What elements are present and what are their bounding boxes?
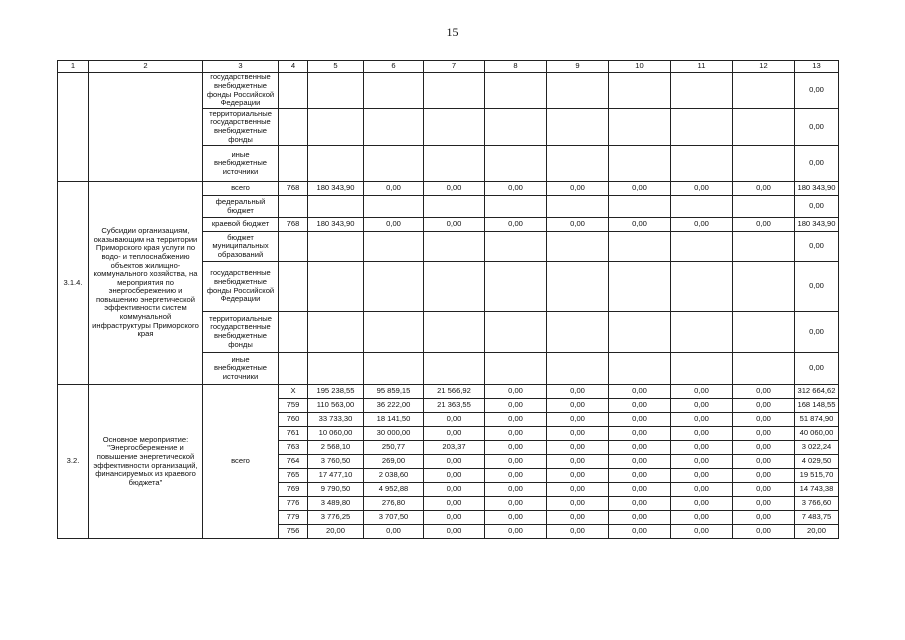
year-value-cell: 0,00	[609, 469, 671, 483]
funding-source-cell: территориальные государственные внебюджетные фонды	[203, 312, 279, 353]
year-value-cell: 0,00	[609, 525, 671, 539]
total-cell: 0,00	[795, 109, 839, 146]
year-value-cell	[547, 312, 609, 353]
empty-cell	[609, 109, 671, 146]
year-value-cell: 0,00	[424, 511, 485, 525]
column-header: 5	[308, 61, 364, 73]
year-value-cell: 0,00	[485, 511, 547, 525]
year-value-cell: 0,00	[671, 399, 733, 413]
year-value-cell: 0,00	[485, 399, 547, 413]
year-value-cell: 3 707,50	[364, 511, 424, 525]
year-value-cell: 0,00	[424, 413, 485, 427]
year-value-cell: 0,00	[733, 511, 795, 525]
year-value-cell	[609, 262, 671, 312]
item-name-cell	[89, 73, 203, 182]
funding-source-cell: иные внебюджетные источники	[203, 146, 279, 182]
total-cell: 51 874,90	[795, 413, 839, 427]
year-value-cell	[733, 262, 795, 312]
year-value-cell	[485, 353, 547, 385]
year-value-cell: 0,00	[424, 483, 485, 497]
funding-source-cell: федеральный бюджет	[203, 196, 279, 218]
grbs-code-cell: 760	[279, 413, 308, 427]
year-value-cell: 0,00	[671, 483, 733, 497]
year-value-cell	[364, 312, 424, 353]
year-value-cell: 0,00	[485, 385, 547, 399]
year-value-cell	[547, 353, 609, 385]
year-value-cell: 0,00	[485, 218, 547, 232]
empty-cell	[671, 109, 733, 146]
year-value-cell: 0,00	[733, 441, 795, 455]
year-value-cell	[424, 232, 485, 262]
year-value-cell	[485, 262, 547, 312]
year-value-cell	[308, 196, 364, 218]
year-value-cell: 0,00	[485, 525, 547, 539]
total-cell: 0,00	[795, 262, 839, 312]
year-value-cell	[733, 196, 795, 218]
year-value-cell	[609, 312, 671, 353]
empty-cell	[733, 73, 795, 109]
table-row	[58, 385, 839, 399]
year-value-cell: 0,00	[364, 525, 424, 539]
empty-cell	[547, 109, 609, 146]
year-value-cell	[671, 353, 733, 385]
total-cell: 3 766,60	[795, 497, 839, 511]
table-body	[58, 73, 839, 539]
total-cell: 3 022,24	[795, 441, 839, 455]
year-value-cell: 0,00	[424, 525, 485, 539]
funding-source-cell: всего	[203, 182, 279, 196]
year-value-cell	[733, 353, 795, 385]
table-row	[58, 182, 839, 196]
funding-source-cell: государственные внебюджетные фонды Российской Федерации	[203, 262, 279, 312]
budget-table	[57, 60, 839, 539]
year-value-cell	[733, 232, 795, 262]
item-name-cell: Основное мероприятие: "Энергосбережение и повышение энергетической эффективности организаций, финансируемых из краевого бюджета"	[89, 385, 203, 539]
funding-source-cell: государственные внебюджетные фонды Российской Федерации	[203, 73, 279, 109]
empty-cell	[308, 73, 364, 109]
year-value-cell: 0,00	[733, 182, 795, 196]
year-value-cell: 0,00	[671, 469, 733, 483]
column-number-row	[58, 61, 839, 73]
year-value-cell	[485, 232, 547, 262]
grbs-code-cell	[279, 232, 308, 262]
year-value-cell	[364, 353, 424, 385]
year-value-cell: 0,00	[609, 441, 671, 455]
empty-cell	[424, 109, 485, 146]
year-value-cell: 0,00	[485, 497, 547, 511]
total-cell: 180 343,90	[795, 218, 839, 232]
total-cell: 0,00	[795, 146, 839, 182]
year-value-cell: 0,00	[485, 413, 547, 427]
year-value-cell: 0,00	[671, 385, 733, 399]
empty-cell	[609, 146, 671, 182]
year-value-cell: 0,00	[547, 483, 609, 497]
total-cell: 0,00	[795, 353, 839, 385]
column-header: 11	[671, 61, 733, 73]
empty-cell	[547, 146, 609, 182]
total-cell: 7 483,75	[795, 511, 839, 525]
year-value-cell: 0,00	[547, 469, 609, 483]
year-value-cell	[364, 196, 424, 218]
empty-cell	[671, 73, 733, 109]
year-value-cell: 203,37	[424, 441, 485, 455]
grbs-code-cell: 759	[279, 399, 308, 413]
year-value-cell: 0,00	[733, 385, 795, 399]
year-value-cell: 0,00	[609, 497, 671, 511]
year-value-cell	[308, 312, 364, 353]
total-cell: 20,00	[795, 525, 839, 539]
column-header: 13	[795, 61, 839, 73]
grbs-code-cell	[279, 353, 308, 385]
year-value-cell: 0,00	[485, 441, 547, 455]
total-cell: 19 515,70	[795, 469, 839, 483]
year-value-cell: 9 790,50	[308, 483, 364, 497]
funding-source-cell: бюджет муниципальных образований	[203, 232, 279, 262]
column-header: 4	[279, 61, 308, 73]
year-value-cell: 17 477,10	[308, 469, 364, 483]
grbs-code-cell: 763	[279, 441, 308, 455]
empty-cell	[279, 109, 308, 146]
column-header: 6	[364, 61, 424, 73]
year-value-cell	[547, 196, 609, 218]
year-value-cell: 0,00	[547, 511, 609, 525]
year-value-cell: 0,00	[671, 218, 733, 232]
year-value-cell: 18 141,50	[364, 413, 424, 427]
year-value-cell: 36 222,00	[364, 399, 424, 413]
year-value-cell: 21 363,55	[424, 399, 485, 413]
year-value-cell	[671, 196, 733, 218]
total-cell: 0,00	[795, 196, 839, 218]
empty-cell	[485, 146, 547, 182]
funding-source-cell: краевой бюджет	[203, 218, 279, 232]
year-value-cell	[733, 312, 795, 353]
year-value-cell	[364, 232, 424, 262]
total-cell: 40 060,00	[795, 427, 839, 441]
year-value-cell: 0,00	[609, 483, 671, 497]
year-value-cell	[671, 232, 733, 262]
year-value-cell	[609, 232, 671, 262]
total-cell: 14 743,38	[795, 483, 839, 497]
year-value-cell: 3 760,50	[308, 455, 364, 469]
total-cell: 4 029,50	[795, 455, 839, 469]
item-name-cell: Субсидии организациям, оказывающим на территории Приморского края услуги по водо- и теплоснабжению объектов жилищно-коммунального хозяйства, на мероприятия по энергосбережению и повышению энергетической эффективности систем коммунальной инфраструктуры Приморского края	[89, 182, 203, 385]
year-value-cell: 0,00	[671, 182, 733, 196]
table-row	[58, 73, 839, 109]
year-value-cell: 195 238,55	[308, 385, 364, 399]
year-value-cell: 0,00	[485, 427, 547, 441]
year-value-cell: 0,00	[733, 469, 795, 483]
total-cell: 180 343,90	[795, 182, 839, 196]
year-value-cell: 2 038,60	[364, 469, 424, 483]
page-number: 15	[446, 25, 459, 39]
year-value-cell: 0,00	[547, 441, 609, 455]
year-value-cell: 10 060,00	[308, 427, 364, 441]
year-value-cell: 0,00	[671, 427, 733, 441]
empty-cell	[733, 146, 795, 182]
empty-cell	[671, 146, 733, 182]
year-value-cell	[364, 262, 424, 312]
year-value-cell: 0,00	[671, 455, 733, 469]
grbs-code-cell: 764	[279, 455, 308, 469]
year-value-cell: 0,00	[547, 399, 609, 413]
empty-cell	[424, 146, 485, 182]
year-value-cell: 3 776,25	[308, 511, 364, 525]
year-value-cell: 0,00	[671, 413, 733, 427]
year-value-cell: 0,00	[609, 455, 671, 469]
year-value-cell	[424, 312, 485, 353]
item-number-cell: 3.1.4.	[58, 182, 89, 385]
year-value-cell: 95 859,15	[364, 385, 424, 399]
year-value-cell: 110 563,00	[308, 399, 364, 413]
year-value-cell: 0,00	[609, 218, 671, 232]
grbs-code-cell: 776	[279, 497, 308, 511]
empty-cell	[485, 109, 547, 146]
year-value-cell: 0,00	[547, 413, 609, 427]
column-header: 2	[89, 61, 203, 73]
column-header: 1	[58, 61, 89, 73]
grbs-code-cell	[279, 312, 308, 353]
year-value-cell: 0,00	[671, 441, 733, 455]
year-value-cell: 0,00	[733, 427, 795, 441]
year-value-cell: 0,00	[547, 427, 609, 441]
year-value-cell	[308, 232, 364, 262]
total-cell: 168 148,55	[795, 399, 839, 413]
empty-cell	[547, 73, 609, 109]
year-value-cell	[609, 353, 671, 385]
year-value-cell	[671, 262, 733, 312]
year-value-cell	[609, 196, 671, 218]
total-cell: 0,00	[795, 312, 839, 353]
year-value-cell: 0,00	[547, 182, 609, 196]
year-value-cell: 0,00	[671, 497, 733, 511]
year-value-cell: 2 568,10	[308, 441, 364, 455]
year-value-cell: 0,00	[733, 455, 795, 469]
year-value-cell	[424, 196, 485, 218]
year-value-cell: 0,00	[547, 455, 609, 469]
column-header: 12	[733, 61, 795, 73]
year-value-cell: 4 952,88	[364, 483, 424, 497]
grbs-code-cell: X	[279, 385, 308, 399]
year-value-cell: 0,00	[364, 218, 424, 232]
column-header: 9	[547, 61, 609, 73]
year-value-cell: 33 733,30	[308, 413, 364, 427]
year-value-cell: 0,00	[609, 427, 671, 441]
empty-cell	[364, 109, 424, 146]
empty-cell	[364, 146, 424, 182]
year-value-cell: 0,00	[547, 385, 609, 399]
year-value-cell	[547, 262, 609, 312]
year-value-cell: 0,00	[424, 218, 485, 232]
empty-cell	[609, 73, 671, 109]
year-value-cell: 3 489,80	[308, 497, 364, 511]
year-value-cell	[485, 196, 547, 218]
total-cell: 312 664,62	[795, 385, 839, 399]
column-header: 3	[203, 61, 279, 73]
year-value-cell: 0,00	[485, 483, 547, 497]
grbs-code-cell: 761	[279, 427, 308, 441]
year-value-cell: 0,00	[547, 497, 609, 511]
empty-cell	[733, 109, 795, 146]
year-value-cell: 0,00	[733, 497, 795, 511]
year-value-cell: 180 343,90	[308, 182, 364, 196]
year-value-cell: 0,00	[671, 511, 733, 525]
year-value-cell: 20,00	[308, 525, 364, 539]
funding-source-cell: территориальные государственные внебюджетные фонды	[203, 109, 279, 146]
year-value-cell: 0,00	[671, 525, 733, 539]
column-header: 10	[609, 61, 671, 73]
year-value-cell	[308, 353, 364, 385]
year-value-cell: 0,00	[424, 427, 485, 441]
year-value-cell: 0,00	[733, 525, 795, 539]
year-value-cell: 0,00	[609, 511, 671, 525]
empty-cell	[424, 73, 485, 109]
grbs-code-cell: 769	[279, 483, 308, 497]
year-value-cell: 0,00	[424, 497, 485, 511]
item-number-cell	[58, 73, 89, 182]
grbs-code-cell	[279, 196, 308, 218]
year-value-cell: 0,00	[609, 413, 671, 427]
year-value-cell: 269,00	[364, 455, 424, 469]
year-value-cell	[424, 353, 485, 385]
grbs-code-cell: 768	[279, 182, 308, 196]
grbs-code-cell: 779	[279, 511, 308, 525]
year-value-cell	[308, 262, 364, 312]
grbs-code-cell: 765	[279, 469, 308, 483]
year-value-cell: 0,00	[485, 182, 547, 196]
empty-cell	[279, 146, 308, 182]
total-cell: 0,00	[795, 73, 839, 109]
year-value-cell	[424, 262, 485, 312]
year-value-cell: 30 000,00	[364, 427, 424, 441]
empty-cell	[364, 73, 424, 109]
year-value-cell: 180 343,90	[308, 218, 364, 232]
year-value-cell: 0,00	[424, 182, 485, 196]
year-value-cell: 0,00	[733, 399, 795, 413]
year-value-cell: 0,00	[733, 218, 795, 232]
year-value-cell: 0,00	[424, 455, 485, 469]
year-value-cell: 0,00	[609, 385, 671, 399]
item-number-cell: 3.2.	[58, 385, 89, 539]
year-value-cell: 0,00	[609, 399, 671, 413]
empty-cell	[485, 73, 547, 109]
year-value-cell: 21 566,92	[424, 385, 485, 399]
year-value-cell: 0,00	[733, 413, 795, 427]
grbs-code-cell: 756	[279, 525, 308, 539]
year-value-cell: 0,00	[485, 455, 547, 469]
year-value-cell	[671, 312, 733, 353]
year-value-cell: 276,80	[364, 497, 424, 511]
year-value-cell: 0,00	[424, 469, 485, 483]
year-value-cell: 0,00	[485, 469, 547, 483]
year-value-cell: 0,00	[733, 483, 795, 497]
year-value-cell	[485, 312, 547, 353]
column-header: 8	[485, 61, 547, 73]
grbs-code-cell: 768	[279, 218, 308, 232]
empty-cell	[308, 146, 364, 182]
total-cell: 0,00	[795, 232, 839, 262]
empty-cell	[308, 109, 364, 146]
column-header: 7	[424, 61, 485, 73]
year-value-cell	[547, 232, 609, 262]
grbs-code-cell	[279, 262, 308, 312]
funding-source-cell: иные внебюджетные источники	[203, 353, 279, 385]
year-value-cell: 0,00	[364, 182, 424, 196]
year-value-cell: 0,00	[609, 182, 671, 196]
year-value-cell: 0,00	[547, 218, 609, 232]
year-value-cell: 250,77	[364, 441, 424, 455]
funding-source-cell: всего	[203, 385, 279, 539]
year-value-cell: 0,00	[547, 525, 609, 539]
empty-cell	[279, 73, 308, 109]
